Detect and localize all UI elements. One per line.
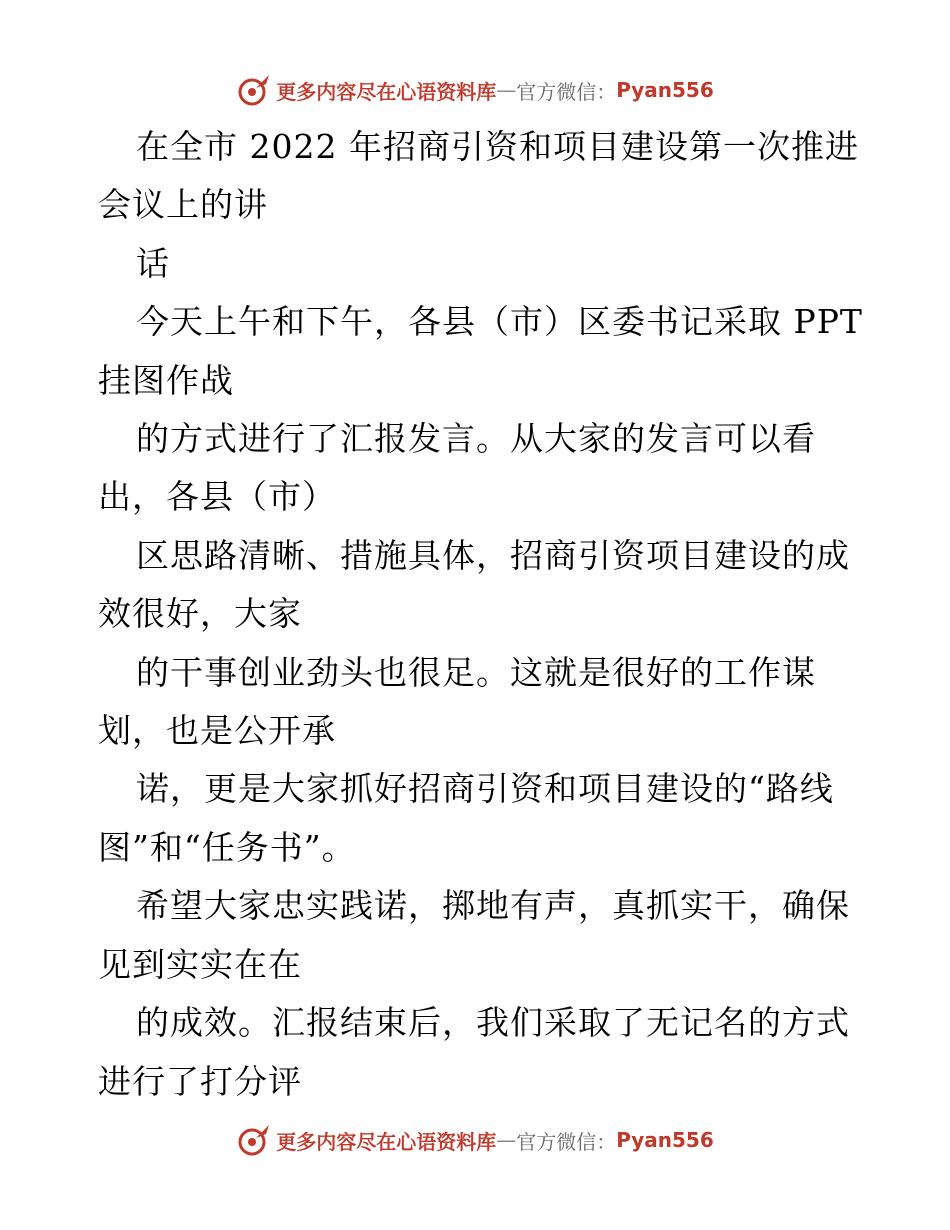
text-line: 希望大家忠实践诺，掷地有声，真抓实干，确保 <box>136 886 850 926</box>
text-line: 话 <box>136 243 170 283</box>
text-line: 区思路清晰、措施具体，招商引资项目建设的成 <box>136 535 850 575</box>
text-line: 的成效。汇报结束后，我们采取了无记名的方式 <box>136 1003 850 1043</box>
footer-watermark-banner <box>0 1120 950 1160</box>
banner-dash: — <box>496 1128 517 1152</box>
text-line: 出，各县（市） <box>98 477 336 517</box>
document-body <box>98 118 863 1111</box>
text-line: 今天上午和下午，各县（市）区委书记采取 PPT <box>136 302 863 342</box>
text-line: 效很好，大家 <box>98 594 302 634</box>
text-line: 进行了打分评 <box>98 1061 302 1101</box>
quill-logo-icon <box>236 1122 272 1158</box>
banner-wechat-id: Pyan556 <box>616 78 714 102</box>
banner-dash: — <box>496 78 517 102</box>
text-line: 图”和“任务书”。 <box>98 827 356 867</box>
text-line: 的干事创业劲头也很足。这就是很好的工作谋 <box>136 652 816 692</box>
text-line: 划，也是公开承 <box>98 711 336 751</box>
quill-logo-icon <box>236 72 272 108</box>
text-line: 挂图作战 <box>98 360 234 400</box>
text-line: 会议上的讲 <box>98 185 268 225</box>
text-line: 的方式进行了汇报发言。从大家的发言可以看 <box>136 419 816 459</box>
text-line: 诺，更是大家抓好招商引资和项目建设的“路线 <box>136 769 834 809</box>
banner-brand-text: 更多内容尽在心语资料库 <box>276 79 497 104</box>
banner-wechat-id: Pyan556 <box>616 1128 714 1152</box>
header-watermark-banner <box>0 70 950 110</box>
banner-wechat-label: 官方微信： <box>516 79 617 104</box>
banner-wechat-label: 官方微信： <box>516 1129 617 1154</box>
text-line: 在全市 2022 年招商引资和项目建设第一次推进 <box>136 127 859 166</box>
text-line: 见到实实在在 <box>98 944 302 984</box>
banner-brand-text: 更多内容尽在心语资料库 <box>276 1129 497 1154</box>
